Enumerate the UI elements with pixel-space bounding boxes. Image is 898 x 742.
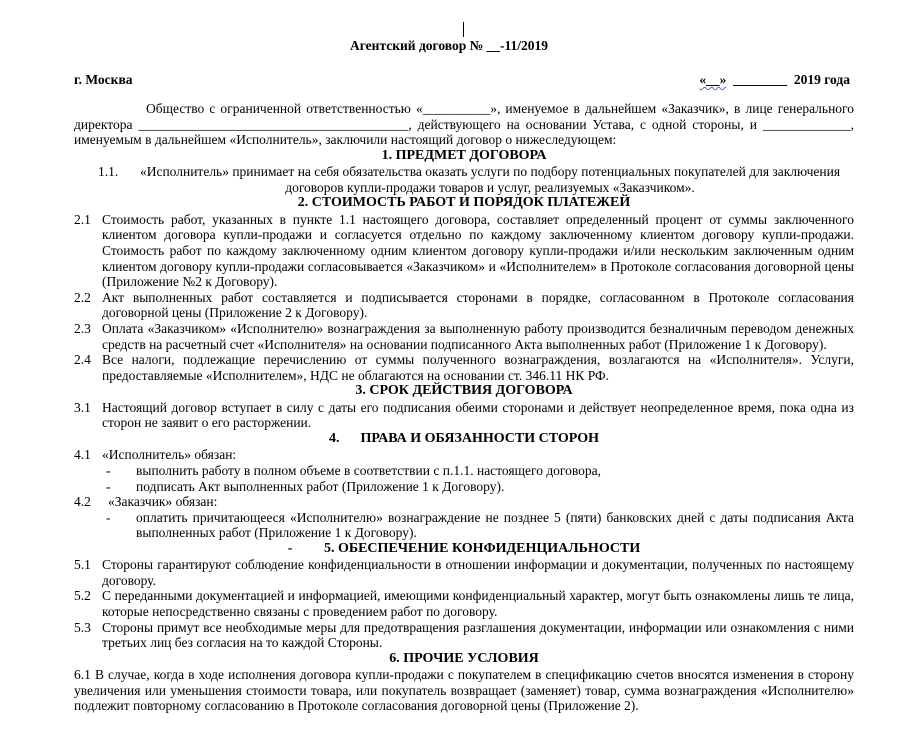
section-4-heading: 4. ПРАВА И ОБЯЗАННОСТИ СТОРОН: [328, 430, 600, 446]
clause-number: 2.3: [74, 320, 91, 336]
clause-text: Настоящий договор вступает в силу с даты его подписания обеими сторонами и действует неопределенное время, пока одна из сторон не заявит о его расторжении.: [102, 399, 854, 431]
clause-number: 5.2: [74, 588, 91, 604]
clause-1-1: [74, 164, 854, 195]
clause-5-3: [74, 620, 854, 651]
dash-bullet: -: [106, 462, 111, 478]
clause-text: «Исполнитель» принимает на себя обязательства оказать услуги по подбору потенциальных покупателей для заключения договоров купли-продажи товаров и услуг, реализуемых «Заказчиком».: [139, 164, 841, 195]
obligation-item: [74, 510, 854, 541]
dash-bullet: -: [106, 509, 111, 525]
section-3-heading: 3. СРОК ДЕЙСТВИЯ ДОГОВОРА: [355, 383, 573, 399]
clause-2-3: [74, 321, 854, 352]
contract-body: [74, 101, 854, 714]
clause-4-2: [74, 494, 854, 510]
clause-text: Все налоги, подлежащие перечислению от суммы полученного вознаграждения, возлагаются на «Исполнителя». Услуги, предоставляемые «Исполнителем», НДС не облагаются на основании ст. 346.11 НК РФ.: [102, 352, 854, 383]
clause-number: 4.2: [74, 494, 91, 510]
clause-number: 4.1: [74, 447, 91, 463]
clause-2-1: [74, 212, 854, 290]
intro-paragraph: Общество с ограниченной ответственностью «__________», именуемое в дальнейшем «Заказчик», в лице генерального директора ________________________________________, действующего на основании Устава, с одной стороны, и _____________, именуемым в дальнейшем «Исполнитель», заключили настоящий договор о нижеследующем:: [74, 101, 854, 148]
clause-number: 1.1.: [98, 164, 119, 180]
clause-2-2: [74, 290, 854, 321]
contract-city: г. Москва: [74, 72, 133, 87]
date-rest: ________ 2019 года: [726, 72, 850, 87]
contract-title: Агентский договор № __-11/2019: [349, 38, 549, 53]
date-day: «__»: [699, 72, 727, 87]
clause-number: 2.1: [74, 211, 91, 227]
clause-text: «Заказчик» обязан:: [108, 494, 218, 510]
obligation-text: оплатить причитающееся «Исполнителю» вознаграждение не позднее 5 (пяти) банковских дней с даты подписания Акта выполненных работ (Приложение 1 к Договору).: [136, 509, 854, 541]
obligation-text: подписать Акт выполненных работ (Приложение 1 к Договору).: [136, 478, 505, 494]
contract-date: [699, 72, 850, 88]
dash-bullet: -: [106, 478, 111, 494]
clause-text: Оплата «Заказчиком» «Исполнителю» вознаграждения за выполненную работу производится безналичным переводом денежных средств на расчетный счет «Исполнителя» на основании подписанного Акта выполненных работ (Приложение 1 к Договору).: [102, 320, 854, 352]
clause-number: 2.4: [74, 352, 91, 368]
clause-3-1: [74, 400, 854, 431]
obligation-item: [74, 479, 854, 495]
section-5-heading: - 5. ОБЕСПЕЧЕНИЕ КОНФИДЕНЦИАЛЬНОСТИ: [287, 540, 641, 556]
clause-4-1: [74, 447, 854, 463]
clause-6-1: 6.1 В случае, когда в ходе исполнения договора купли-продажи с покупателем в спецификацию счетов вносятся изменения в сторону увеличения или уменьшения стоимости товара, или покупатель возвращает (заменяет) товар, сумма вознаграждения «Исполнителю» подлежит повторному согласованию в Протоколе согласования договорной цены (Приложение 2).: [74, 667, 854, 714]
clause-text: Стороны гарантируют соблюдение конфиденциальности в отношении информации и документации, полученных по настоящему договору.: [102, 557, 854, 588]
text-cursor: [463, 22, 464, 37]
clause-text: Акт выполненных работ составляется и подписывается сторонами в порядке, согласованном в Протоколе согласования договорной цены (Приложение 2 к Договору).: [102, 289, 854, 321]
clause-text: Стороны примут все необходимые меры для предотвращения разглашения документации, информации или ознакомления с ними третьих лиц без согласия на то каждой Стороны.: [102, 619, 854, 651]
section-1-heading: 1. ПРЕДМЕТ ДОГОВОРА: [381, 147, 547, 163]
section-6-heading: 6. ПРОЧИЕ УСЛОВИЯ: [389, 650, 539, 666]
clause-5-2: [74, 588, 854, 619]
clause-text: «Исполнитель» обязан:: [102, 447, 237, 463]
clause-5-1: [74, 557, 854, 588]
clause-number: 2.2: [74, 289, 91, 305]
obligation-text: выполнить работу в полном объеме в соответствии с п.1.1. настоящего договора,: [136, 462, 602, 478]
clause-text: С переданными документацией и информацией, имеющими конфиденциальный характер, могут быть ознакомлены лишь те лица, которые непосредственно связаны с проведением работ по договору.: [102, 588, 854, 620]
obligation-item: [74, 463, 854, 479]
clause-text: Стоимость работ, указанных в пункте 1.1 настоящего договора, составляет определенный процент от суммы заключенного клиентом договора купли-продажи и согласуется отдельно по каждому заключенному клиентом договору купли-продажи. Стоимость работ по каждому заключенному одним клиентом договору купли-продажи и/или нескольким заключенным одним клиентом договору купли-продажи согласовывается «Заказчиком» и «Исполнителем» в Протоколе согласования договорной цены (Приложение №2 к Договору).: [102, 211, 854, 290]
clause-number: 3.1: [74, 399, 91, 415]
clause-number: 5.1: [74, 557, 91, 573]
section-2-heading: 2. СТОИМОСТЬ РАБОТ И ПОРЯДОК ПЛАТЕЖЕЙ: [297, 195, 631, 211]
clause-number: 5.3: [74, 619, 91, 635]
clause-2-4: [74, 352, 854, 383]
